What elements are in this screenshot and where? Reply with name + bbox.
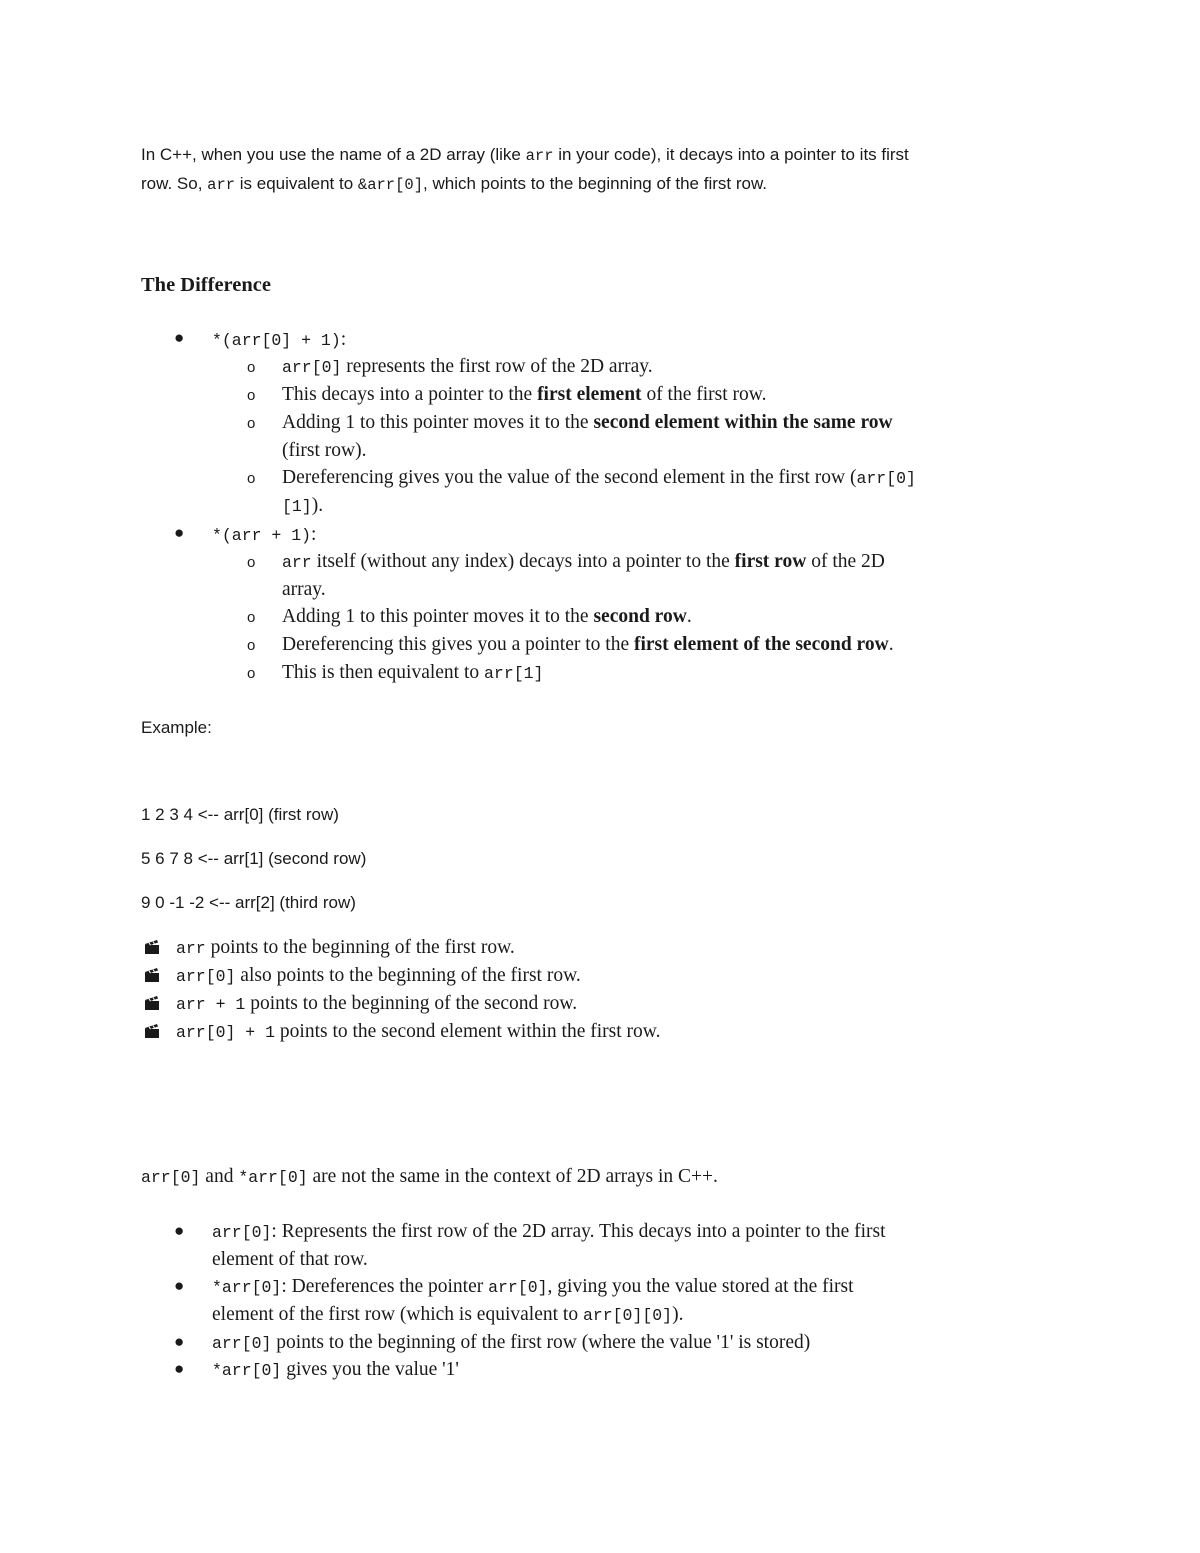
bullet-continuation: element of that row. — [212, 1249, 368, 1270]
circle-bullet-icon: o — [247, 387, 256, 404]
sub-item-text: . — [888, 634, 894, 655]
inline-code: arr[0] — [176, 967, 236, 986]
circle-bullet-icon: o — [247, 470, 256, 487]
point-text: points to the beginning of the first row. — [205, 937, 515, 958]
intro-line-1 — [141, 141, 909, 170]
inline-code: arr — [282, 553, 312, 572]
bullet-icon: ● — [174, 523, 185, 542]
example-point — [176, 934, 515, 963]
inline-code: arr[0] — [856, 469, 916, 488]
list-item-1 — [212, 326, 346, 355]
inline-code: arr[0] — [282, 358, 342, 377]
list-item-2 — [212, 521, 316, 550]
example-point — [176, 962, 581, 991]
inline-code: arr[0][0] — [582, 1306, 673, 1325]
circle-bullet-icon: o — [247, 665, 256, 682]
sub-item-text: of the 2D — [806, 551, 885, 572]
bullet-icon: ● — [174, 1359, 185, 1378]
bullet-icon: ● — [174, 1276, 185, 1295]
row-values: 1 2 3 4 — [141, 805, 193, 824]
item-text: : — [311, 524, 317, 545]
example-point — [176, 990, 577, 1019]
comparison-text: are not the same in the context of 2D arrays in C++. — [307, 1166, 718, 1187]
bullet-icon: ● — [174, 328, 185, 347]
bullet-text: ). — [672, 1304, 684, 1325]
intro-line-2 — [141, 170, 767, 199]
inline-code: arr — [525, 147, 554, 165]
sub-item-text: . — [686, 606, 692, 627]
sub-item — [282, 381, 766, 409]
row-label: <-- arr[1] (second row) — [193, 849, 367, 868]
clapperboard-icon — [144, 967, 160, 983]
comparison-bullet — [212, 1356, 459, 1385]
point-text: points to the second element within the first row. — [275, 1021, 661, 1042]
inline-code: arr[0] + 1 — [176, 1023, 276, 1042]
row-values: 5 6 7 8 — [141, 849, 193, 868]
comparison-intro — [141, 1163, 718, 1192]
point-text: points to the beginning of the second row. — [245, 993, 578, 1014]
sub-item-text: Dereferencing gives you the value of the second element in the first row ( — [282, 467, 857, 488]
sub-item — [282, 603, 692, 631]
clapperboard-icon — [144, 939, 160, 955]
intro-text: is equivalent to — [235, 174, 358, 193]
bullet-text: points to the beginning of the first row (where the value '1' is stored) — [271, 1332, 811, 1353]
sub-item-text: Adding 1 to this pointer moves it to the — [282, 412, 594, 433]
inline-code: arr — [207, 176, 236, 194]
circle-bullet-icon: o — [247, 609, 256, 626]
inline-code: *(arr + 1) — [212, 526, 312, 545]
sub-item — [282, 548, 885, 577]
comparison-bullet — [212, 1329, 810, 1358]
inline-code: *arr[0] — [238, 1168, 308, 1187]
bullet-text: element of the first row (which is equivalent to — [212, 1304, 583, 1325]
inline-code: *(arr[0] + 1) — [212, 331, 341, 350]
example-row — [141, 801, 339, 829]
sub-item-text: itself (without any index) decays into a pointer to the — [311, 551, 735, 572]
clapperboard-icon — [144, 995, 160, 1011]
inline-code: &arr[0] — [357, 176, 424, 194]
bullet-text: : Dereferences the pointer — [281, 1276, 489, 1297]
sub-item-text: This is then equivalent to — [282, 662, 485, 683]
inline-code: arr[0] — [141, 1168, 201, 1187]
item-text: : — [340, 329, 347, 350]
bullet-text: , giving you the value stored at the first — [547, 1276, 854, 1297]
inline-code: arr[0] — [488, 1278, 548, 1297]
circle-bullet-icon: o — [247, 359, 256, 376]
bullet-continuation — [212, 1301, 683, 1330]
intro-text: in your code), it decays into a pointer to its first — [553, 145, 909, 164]
intro-text: In C++, when you use the name of a 2D array (like — [141, 145, 526, 164]
sub-item — [282, 659, 543, 688]
example-point — [176, 1018, 660, 1047]
example-label: Example: — [141, 718, 212, 737]
bold-text: first element — [537, 384, 642, 405]
bullet-icon: ● — [174, 1221, 185, 1240]
sub-item-continuation: array. — [282, 579, 326, 600]
sub-item-text: Dereferencing this gives you a pointer to the — [282, 634, 634, 655]
row-label: <-- arr[0] (first row) — [193, 805, 339, 824]
point-text: also points to the beginning of the first row. — [235, 965, 581, 986]
sub-item — [282, 353, 653, 382]
sub-item-text: of the first row. — [641, 384, 767, 405]
inline-code: *arr[0] — [212, 1278, 282, 1297]
bold-text: first element of the second row — [633, 634, 889, 655]
bold-text: second element within the same row — [593, 412, 893, 433]
inline-code: arr — [176, 939, 206, 958]
example-row — [141, 845, 366, 873]
bullet-icon: ● — [174, 1332, 185, 1351]
row-label: <-- arr[2] (third row) — [204, 893, 356, 912]
example-row — [141, 889, 356, 917]
bold-text: second row — [593, 606, 687, 627]
sub-item-text: Adding 1 to this pointer moves it to the — [282, 606, 594, 627]
inline-code: arr[0] — [212, 1334, 272, 1353]
row-values: 9 0 -1 -2 — [141, 893, 205, 912]
inline-code: [1] — [282, 497, 312, 516]
bold-text: first row — [734, 551, 807, 572]
sub-item — [282, 631, 894, 659]
comparison-bullet — [212, 1218, 886, 1247]
inline-code: arr[0] — [212, 1223, 272, 1242]
clapperboard-icon — [144, 1023, 160, 1039]
sub-item-continuation: (first row). — [282, 440, 367, 461]
intro-text: row. So, — [141, 174, 208, 193]
sub-item-text: ). — [311, 495, 324, 516]
intro-text: , which points to the beginning of the first row. — [423, 174, 768, 193]
inline-code: arr[1] — [484, 664, 544, 683]
circle-bullet-icon: o — [247, 637, 256, 654]
bullet-text: : Represents the first row of the 2D array. This decays into a pointer to the first — [271, 1221, 886, 1242]
comparison-text: and — [200, 1166, 239, 1187]
circle-bullet-icon: o — [247, 554, 256, 571]
sub-item-text: represents the first row of the 2D array. — [341, 356, 653, 377]
section-heading: The Difference — [141, 274, 271, 296]
sub-item — [282, 464, 916, 493]
bullet-text: gives you the value '1' — [281, 1359, 459, 1380]
comparison-bullet — [212, 1273, 854, 1302]
sub-item-text: This decays into a pointer to the — [282, 384, 538, 405]
sub-item — [282, 409, 893, 437]
inline-code: arr + 1 — [176, 995, 246, 1014]
inline-code: *arr[0] — [212, 1361, 282, 1380]
circle-bullet-icon: o — [247, 415, 256, 432]
sub-item-continuation — [282, 492, 323, 521]
